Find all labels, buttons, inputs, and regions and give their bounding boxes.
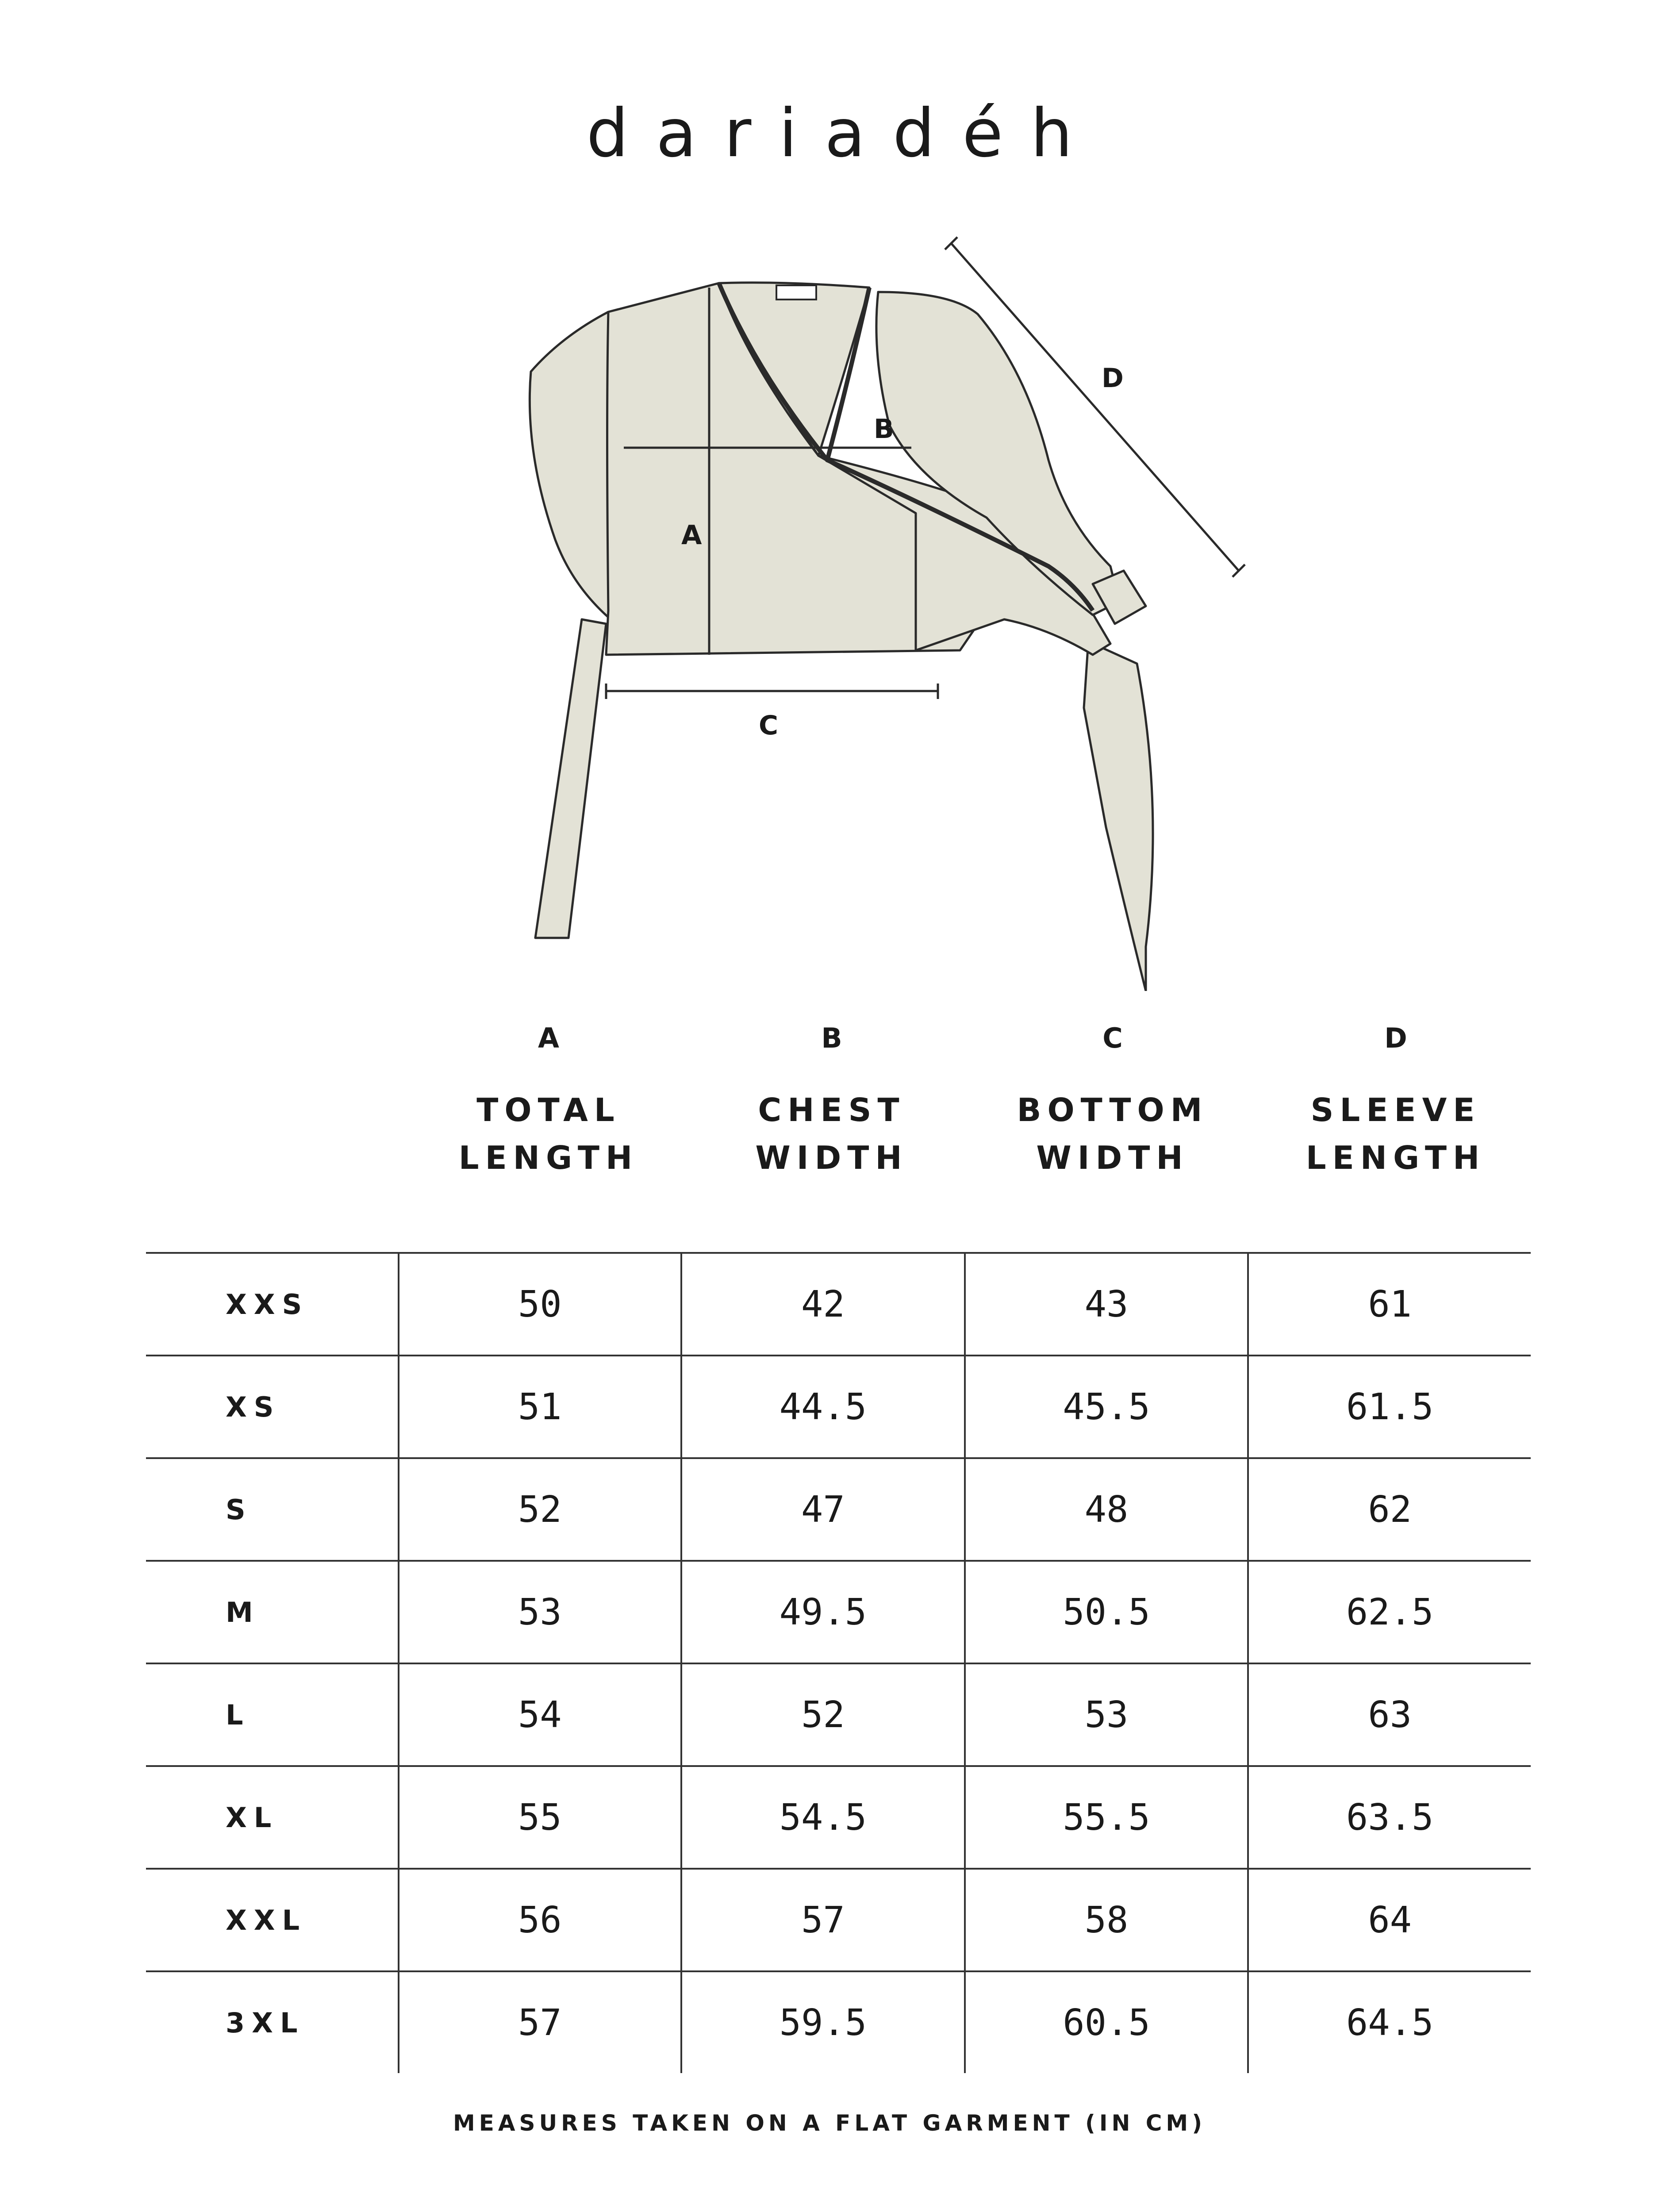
size-label: 3XL <box>146 1971 399 2073</box>
measurement-cell: 53 <box>399 1561 681 1663</box>
measurement-cell: 47 <box>681 1458 965 1561</box>
table-row <box>146 1869 1531 1971</box>
garment-diagram <box>473 230 1270 991</box>
measurement-cell: 64.5 <box>1248 1971 1531 2073</box>
column-title-d: SLEEVE LENGTH <box>1306 1091 1486 1176</box>
size-label: L <box>146 1663 399 1766</box>
table-row <box>146 1766 1531 1869</box>
dimension-d-label: D <box>1102 363 1124 394</box>
measurement-cell: 61 <box>1248 1253 1531 1356</box>
column-title-c: BOTTOM WIDTH <box>1017 1091 1209 1176</box>
table-row <box>146 1561 1531 1663</box>
measurement-cell: 60.5 <box>965 1971 1248 2073</box>
size-label: S <box>146 1458 399 1561</box>
measurement-cell: 49.5 <box>681 1561 965 1663</box>
table-row <box>146 1971 1531 2073</box>
column-letter-b: B <box>821 1022 842 1054</box>
column-letter-c: C <box>1102 1022 1123 1054</box>
dimension-c-label: C <box>759 710 779 741</box>
measurement-cell: 55.5 <box>965 1766 1248 1869</box>
measurement-cell: 61.5 <box>1248 1356 1531 1458</box>
table-row <box>146 1663 1531 1766</box>
measurement-cell: 42 <box>681 1253 965 1356</box>
measurement-cell: 52 <box>681 1663 965 1766</box>
measurement-cell: 56 <box>399 1869 681 1971</box>
measurement-cell: 63 <box>1248 1663 1531 1766</box>
table-row <box>146 1253 1531 1356</box>
garment-illustration <box>473 230 1270 991</box>
measurement-cell: 51 <box>399 1356 681 1458</box>
table-row <box>146 1356 1531 1458</box>
measurement-cell: 62.5 <box>1248 1561 1531 1663</box>
measurement-cell: 45.5 <box>965 1356 1248 1458</box>
column-letter-d: D <box>1384 1022 1407 1054</box>
measurement-cell: 62 <box>1248 1458 1531 1561</box>
right-tie <box>1084 641 1153 991</box>
footnote: MEASURES TAKEN ON A FLAT GARMENT (IN CM) <box>453 2110 1206 2136</box>
measurement-cell: 44.5 <box>681 1356 965 1458</box>
left-tie <box>535 619 606 938</box>
size-label: M <box>146 1561 399 1663</box>
measurement-cell: 59.5 <box>681 1971 965 2073</box>
measurement-cell: 54.5 <box>681 1766 965 1869</box>
measurement-cell: 43 <box>965 1253 1248 1356</box>
brand-logo: dariadéh <box>586 95 1100 172</box>
measurement-cell: 64 <box>1248 1869 1531 1971</box>
measurement-cell: 63.5 <box>1248 1766 1531 1869</box>
measurement-cell: 57 <box>399 1971 681 2073</box>
size-label: XL <box>146 1766 399 1869</box>
size-label: XS <box>146 1356 399 1458</box>
size-label: XXL <box>146 1869 399 1971</box>
measurement-cell: 52 <box>399 1458 681 1561</box>
label-tag <box>776 285 816 300</box>
column-title-b: CHEST WIDTH <box>755 1091 908 1176</box>
measurement-cell: 55 <box>399 1766 681 1869</box>
measurement-cell: 58 <box>965 1869 1248 1971</box>
dimension-b-label: B <box>874 414 894 445</box>
column-title-a: TOTAL LENGTH <box>458 1091 639 1176</box>
size-label: XXS <box>146 1253 399 1356</box>
measurement-cell: 57 <box>681 1869 965 1971</box>
measurement-cell: 53 <box>965 1663 1248 1766</box>
measurement-cell: 48 <box>965 1458 1248 1561</box>
dimension-a-label: A <box>681 520 702 551</box>
measurement-cell: 54 <box>399 1663 681 1766</box>
measurement-cell: 50.5 <box>965 1561 1248 1663</box>
measurement-cell: 50 <box>399 1253 681 1356</box>
column-letter-a: A <box>538 1022 559 1054</box>
size-table <box>146 1252 1531 2073</box>
table-row <box>146 1458 1531 1561</box>
